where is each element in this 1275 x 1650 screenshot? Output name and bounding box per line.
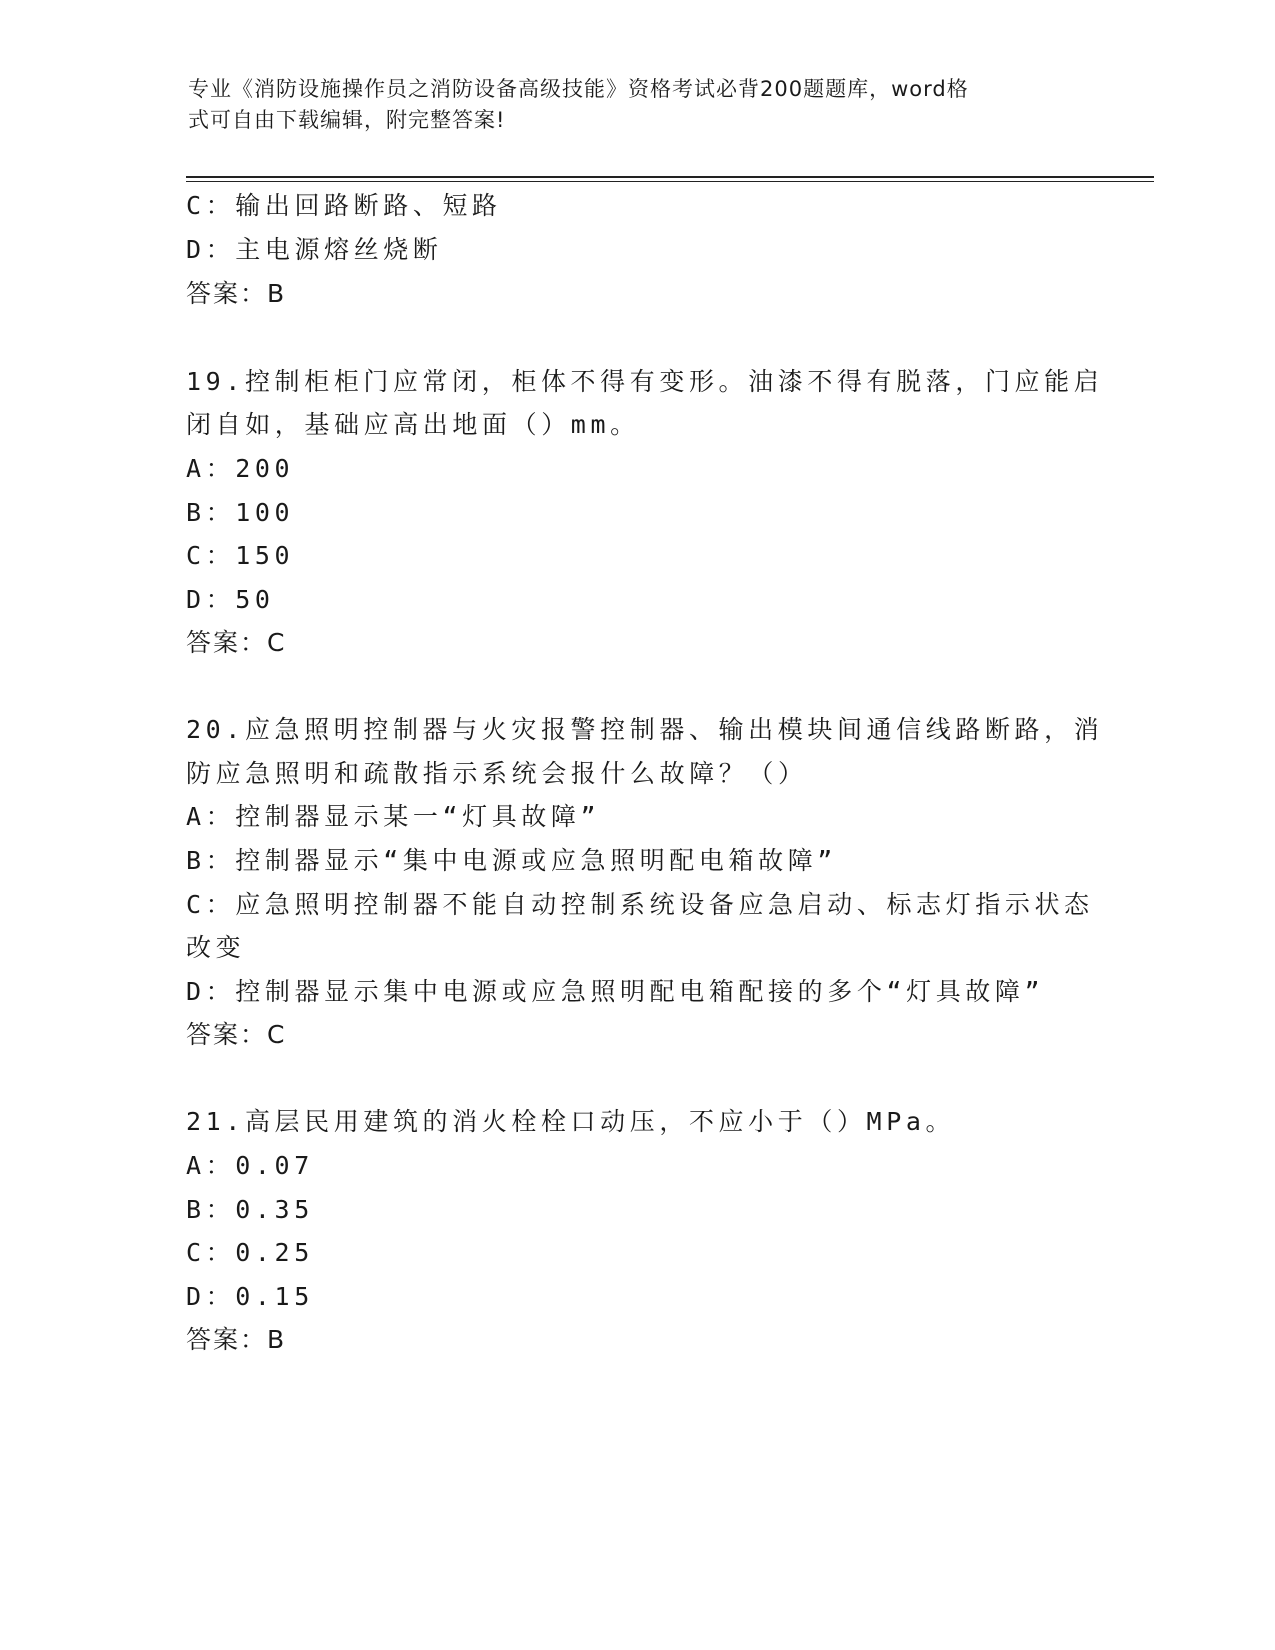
option-c: C：输出回路断路、短路 <box>186 191 502 220</box>
question-20-stem-cont: 防应急照明和疏散指示系统会报什么故障？（） <box>186 759 808 788</box>
header-divider-thin <box>186 181 1154 182</box>
question-20-option-d: D：控制器显示集中电源或应急照明配电箱配接的多个“灯具故障” <box>186 977 1045 1006</box>
question-19-option-d: D：50 <box>186 585 275 614</box>
question-21-option-c: C：0.25 <box>186 1238 314 1267</box>
option-d: D：主电源熔丝烧断 <box>186 235 443 264</box>
question-20-stem: 20.应急照明控制器与火灾报警控制器、输出模块间通信线路断路，消 <box>186 715 1104 744</box>
header-line-2: 式可自由下载编辑，附完整答案! <box>188 108 506 132</box>
question-19-answer: 答案：C <box>186 628 287 657</box>
header-divider <box>186 176 1154 178</box>
question-19-stem: 19.控制柜柜门应常闭，柜体不得有变形。油漆不得有脱落，门应能启 <box>186 367 1104 396</box>
question-21-option-d: D：0.15 <box>186 1282 314 1311</box>
header-line-1: 专业《消防设施操作员之消防设备高级技能》资格考试必背200题题库，word格 <box>188 77 969 101</box>
question-19-option-c: C：150 <box>186 541 295 570</box>
question-20-option-b: B：控制器显示“集中电源或应急照明配电箱故障” <box>186 846 837 875</box>
question-21-option-a: A：0.07 <box>186 1151 314 1180</box>
answer: 答案：B <box>186 279 287 308</box>
question-21-answer: 答案：B <box>186 1325 287 1354</box>
question-21-option-b: B：0.35 <box>186 1195 314 1224</box>
question-19-stem-cont: 闭自如，基础应高出地面（）mm。 <box>186 410 640 439</box>
question-19-option-b: B：100 <box>186 498 295 527</box>
question-20-option-c-cont: 改变 <box>186 933 246 962</box>
document-header <box>188 74 1068 136</box>
question-19-option-a: A：200 <box>186 454 295 483</box>
question-20-answer: 答案：C <box>186 1020 287 1049</box>
question-20-option-c: C：应急照明控制器不能自动控制系统设备应急启动、标志灯指示状态 <box>186 890 1094 919</box>
question-21-stem: 21.高层民用建筑的消火栓栓口动压，不应小于（）MPa。 <box>186 1107 956 1136</box>
question-20-option-a: A：控制器显示某一“灯具故障” <box>186 802 601 831</box>
